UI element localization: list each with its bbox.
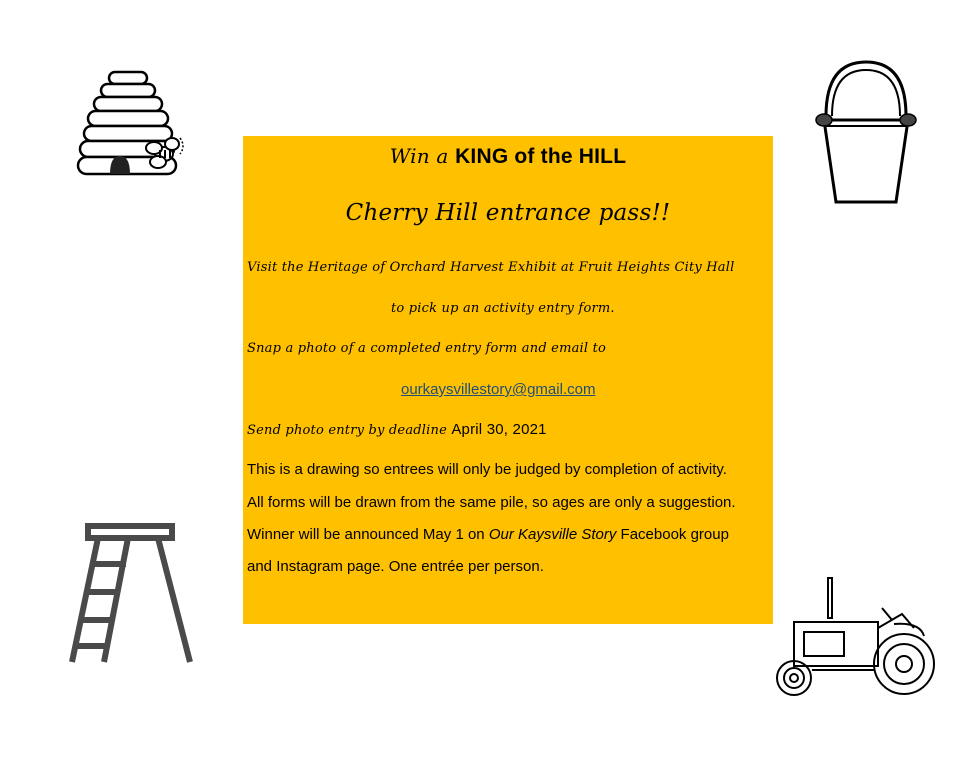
flyer-subtitle: Cherry Hill entrance pass!!	[345, 200, 671, 226]
facebook-text: Facebook group	[620, 526, 729, 543]
beehive-icon	[76, 66, 192, 186]
visit-line: Visit the Heritage of Orchard Harvest Exhibit at Fruit Heights City Hall	[247, 260, 735, 275]
deadline-line	[247, 421, 547, 438]
deadline-date: April 30, 2021	[451, 421, 547, 438]
snap-line: Snap a photo of a completed entry form and email to	[247, 341, 607, 356]
email-link[interactable]: ourkaysvillestory@gmail.com	[401, 381, 596, 398]
bucket-icon	[812, 58, 920, 208]
rules-line-3	[247, 526, 729, 543]
flyer-title	[243, 144, 773, 169]
tractor-icon	[774, 574, 940, 700]
pickup-line: to pick up an activity entry form.	[391, 301, 615, 316]
title-bold: KING of the HILL	[455, 145, 627, 168]
ladder-icon	[64, 520, 196, 668]
deadline-label: Send photo entry by deadline	[247, 423, 447, 438]
rules-line-1: This is a drawing so entrees will only be judged by completion of activity.	[247, 461, 727, 478]
rules-line-4: and Instagram page. One entrée per person.	[247, 558, 544, 575]
rules-line-2: All forms will be drawn from the same pile, so ages are only a suggestion.	[247, 494, 736, 511]
contest-flyer	[243, 136, 773, 624]
title-prefix: Win a	[389, 144, 449, 168]
winner-text: Winner will be announced May 1 on	[247, 526, 485, 543]
group-name: Our Kaysville Story	[488, 526, 617, 543]
